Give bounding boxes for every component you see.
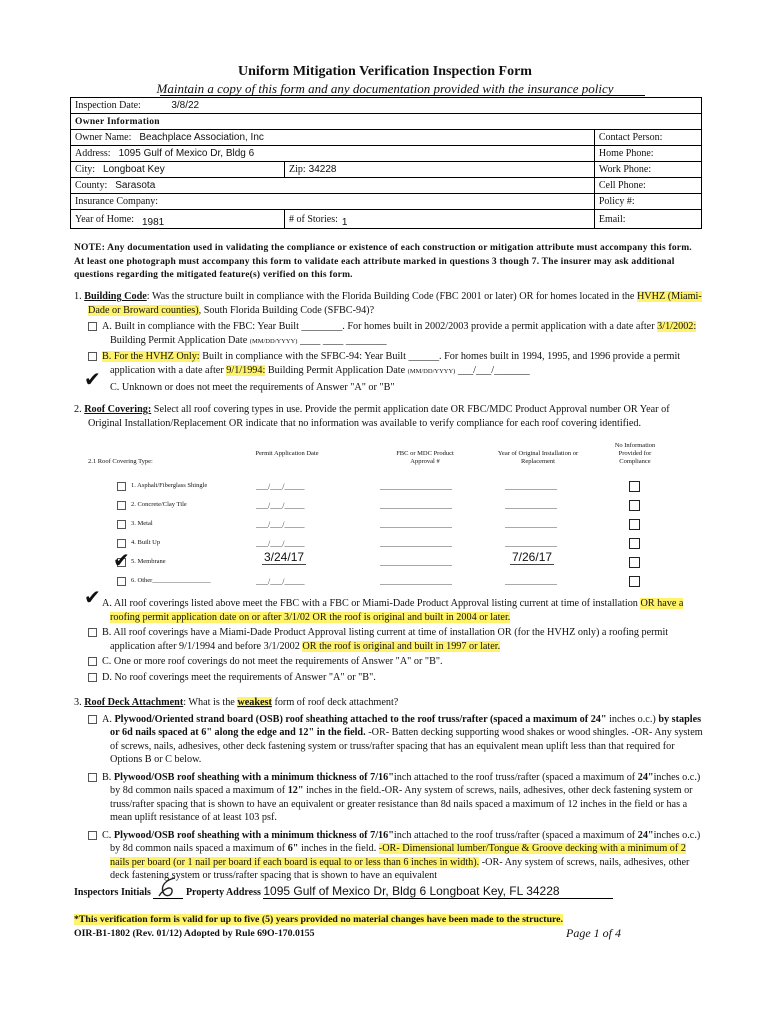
insurance-company-label: Insurance Company: [75, 196, 159, 207]
q1-option-a[interactable] [74, 320, 706, 348]
inspection-date-label: Inspection Date: [75, 100, 141, 111]
property-address-label: Property Address [185, 887, 261, 898]
q3-option-b-prefix: B. [102, 771, 114, 783]
fbc-approval-field[interactable]: __________________ [380, 539, 452, 548]
year-install-field[interactable]: _____________ [505, 577, 557, 586]
q3-option-c-prefix: C. [102, 829, 114, 841]
address-value: 1095 Gulf of Mexico Dr, Bldg 6 [118, 148, 255, 159]
stories-label: # of Stories: [289, 213, 338, 225]
q2-roof-covering [74, 403, 706, 430]
signature-line [74, 884, 714, 899]
zip-cell[interactable] [285, 162, 595, 178]
q3-option-c-bold-3: 6" [287, 843, 299, 854]
q1-option-b[interactable] [74, 350, 706, 378]
q2-option-d[interactable] [74, 671, 706, 685]
no-info-checkbox[interactable] [629, 557, 640, 568]
q3-text-a: : What is the [183, 697, 238, 708]
q3-option-c-highlight: -OR- Dimensional lumber/Tongue & Groove decking with a minimum of 2 nails per board (or 1 nail per board if each board is equal to or less than 6 inches in width). [110, 843, 686, 868]
roof-type-checkbox[interactable] [117, 520, 126, 529]
inspection-date-cell[interactable] [71, 98, 702, 114]
q1-option-b-date: 9/1/1994: [226, 364, 266, 376]
fbc-approval-field[interactable]: __________________ [380, 501, 452, 510]
q3-option-b[interactable] [74, 771, 706, 825]
city-cell[interactable] [71, 162, 285, 178]
q2-options [74, 585, 706, 684]
property-address-value: 1095 Gulf of Mexico Dr, Bldg 6 Longboat Key, FL 34228 [263, 884, 560, 898]
stories-cell[interactable] [285, 210, 595, 229]
inspector-initials-field[interactable] [153, 888, 183, 899]
roof-type-label: 6. Other__________________ [131, 577, 211, 584]
contact-person-label: Contact Person: [598, 132, 663, 143]
permit-date-field[interactable]: ___/___/_____ [256, 520, 305, 529]
year-of-home-label: Year of Home: [75, 213, 134, 225]
insurance-company-cell[interactable] [71, 194, 595, 210]
q3-option-c-bold: Plywood/OSB roof sheathing with a minimum thickness of 7/16" [113, 829, 394, 841]
no-info-checkbox[interactable] [629, 500, 640, 511]
q1-option-b-blanks: ___/___/_______ [455, 364, 530, 376]
q3-option-c-text-4: -OR- Any system of screws, nails, adhesives, other deck fastening system or truss/rafter spacing that is shown to have an equivalent [110, 856, 690, 881]
cell-phone-cell[interactable] [594, 178, 701, 194]
year-of-home-value: 1981 [141, 216, 165, 228]
q2-option-a-text: A. All roof coverings listed above meet the FBC with a FBC or Miami-Dade Product Approval listing current at time of installation [102, 598, 641, 609]
q3-option-b-checkbox[interactable] [88, 773, 97, 782]
county-label: County: [75, 180, 108, 191]
permit-date-field[interactable]: ___/___/_____ [256, 482, 305, 491]
check-mark-icon: ✔ [84, 585, 101, 609]
zip-value: 34228 [308, 164, 337, 175]
contact-person-cell[interactable] [594, 130, 701, 146]
home-phone-label: Home Phone: [598, 148, 654, 159]
q3-option-c-text: inch attached to the roof truss/rafter (spaced a maximum of [393, 829, 638, 841]
policy-cell[interactable] [594, 194, 701, 210]
page-number: Page 1 of 4 [566, 926, 621, 940]
year-install-field[interactable]: _____________ [505, 539, 557, 548]
q3-option-c[interactable] [74, 829, 706, 883]
work-phone-label: Work Phone: [598, 164, 652, 175]
q2-option-b-text: B. All roof coverings have a Miami-Dade Product Approval listing current at time of installation OR (for the HVHZ only) a roofing permit application after 9/1/1994 and before 3/1/2002 [102, 627, 669, 652]
form-title: Uniform Mitigation Verification Inspection Form [238, 64, 532, 79]
validity-note [74, 914, 563, 925]
inspector-initials-label: Inspectors Initials [74, 887, 151, 898]
col-no-info: No Information Provided for Compliance [614, 442, 656, 465]
q1-text-b: , South Florida Building Code (SFBC-94)? [198, 304, 375, 316]
q3-option-b-text: inch attached to the roof truss/rafter (spaced a maximum of [393, 771, 638, 783]
col-roof-type: 2.1 Roof Covering Type: [88, 458, 153, 465]
q1-option-b-text-2: Building Permit Application Date [265, 364, 408, 376]
policy-label: Policy #: [598, 196, 635, 207]
owner-name-label: Owner Name: [75, 132, 132, 143]
owner-name-cell[interactable] [71, 130, 595, 146]
permit-date-field[interactable]: ___/___/_____ [256, 501, 305, 510]
subtitle-underline [160, 95, 645, 96]
address-label: Address: [75, 148, 111, 159]
q1-option-a-text: A. Built in compliance with the FBC: Year Built ________. For homes built in 2002/2003 provide a permit application with a date after [102, 321, 658, 332]
documentation-note: NOTE: Any documentation used in validating the compliance or existence of each construction or mitigation attribute must accompany this form. At least one photograph must accompany this form to validate each attribute marked in questions 3 though 7. The insurer may ask additional questions regarding the mitigated feature(s) verified on this form. [74, 243, 692, 280]
col-fbc-approval: FBC or MDC Product Approval # [396, 450, 454, 465]
q3-option-a-checkbox[interactable] [88, 715, 97, 724]
city-label: City: [75, 164, 96, 175]
q2-option-c-checkbox[interactable] [88, 657, 97, 666]
q1-building-code [74, 290, 706, 395]
validity-text: *This verification form is valid for up to five (5) years provided no material changes have been made to the structure. [74, 914, 563, 925]
q3-option-b-text-2: inches o.c.) by 8d common nails spaced a maximum of [110, 771, 701, 796]
no-info-checkbox[interactable] [629, 538, 640, 549]
stories-value: 1 [341, 216, 348, 228]
q3-option-a-prefix: A. [102, 713, 115, 725]
q1-number: 1. [74, 291, 82, 302]
roof-type-checkbox[interactable] [117, 482, 126, 491]
q3-option-c-text-3: inches in the field. [298, 843, 379, 854]
fbc-approval-field[interactable]: __________________ [380, 482, 452, 491]
q2-option-c[interactable] [74, 655, 706, 669]
q2-number: 2. [74, 404, 82, 415]
work-phone-cell[interactable] [594, 162, 701, 178]
check-mark-icon: ✔ [113, 548, 130, 572]
roof-type-label: 2. Concrete/Clay Tile [131, 501, 187, 508]
roof-type-checkbox[interactable] [117, 577, 126, 586]
county-value: Sarasota [115, 180, 156, 191]
q3-option-b-bold: Plywood/OSB roof sheathing with a minimum thickness of 7/16" [113, 771, 394, 783]
permit-date-field[interactable]: ___/___/_____ [256, 577, 305, 586]
initials-signature-icon [155, 876, 183, 900]
q3-heading: Roof Deck Attachment [84, 697, 184, 708]
q1-option-b-highlight: B. For the HVHZ Only: [102, 351, 200, 362]
q3-option-b-bold-3: 12" [287, 785, 304, 796]
q1-hvhz-highlight: HVHZ (Miami-Dade or Broward counties) [88, 291, 702, 316]
permit-date-field[interactable]: 3/24/17 [264, 550, 305, 564]
roof-type-checkbox[interactable] [117, 539, 126, 548]
roof-type-label: 5. Membrane [131, 558, 166, 565]
roof-type-label: 3. Metal [131, 520, 153, 527]
property-address-field[interactable] [263, 884, 613, 899]
owner-info-table [70, 97, 702, 229]
q3-roof-deck [74, 696, 706, 883]
q3-option-c-text-2: inches o.c.) by 8d common nails spaced a maximum of [110, 829, 701, 854]
q1-option-a-checkbox[interactable] [88, 322, 97, 331]
col-year-install: Year of Original Installation or Replacement [497, 450, 579, 465]
q2-option-b-checkbox[interactable] [88, 628, 97, 637]
q2-option-d-checkbox[interactable] [88, 673, 97, 682]
roof-type-label: 1. Asphalt/Fiberglass Shingle [131, 482, 208, 489]
city-value: Longboat Key [103, 164, 165, 175]
q3-number: 3. [74, 697, 82, 708]
address-cell[interactable] [71, 146, 595, 162]
form-subtitle: Maintain a copy of this form and any documentation provided with the insurance policy [156, 81, 614, 96]
q3-option-b-bold-2: 24" [637, 771, 654, 783]
year-of-home-cell[interactable] [71, 210, 285, 229]
fbc-approval-field[interactable]: __________________ [380, 520, 452, 529]
owner-name-value: Beachplace Association, Inc [139, 132, 264, 143]
q3-option-a-bold: Plywood/Oriented strand board (OSB) roof sheathing attached to the roof truss/rafter (spaced a maximum of 24" [114, 713, 607, 725]
year-install-field[interactable]: _____________ [505, 501, 557, 510]
q1-option-a-format: (MM/DD/YYYY) [249, 337, 298, 345]
q1-option-a-date: 3/1/2002: [657, 321, 697, 332]
q3-option-a-text: inches o.c.) [606, 713, 659, 725]
fbc-approval-field[interactable]: __________________ [380, 577, 452, 586]
q2-option-c-text: C. One or more roof coverings do not meet the requirements of Answer "A" or "B". [102, 656, 443, 667]
roof-type-checkbox[interactable] [117, 501, 126, 510]
q2-option-b-highlight: OR the roof is original and built in 1997 or later. [302, 640, 501, 652]
no-info-checkbox[interactable] [629, 481, 640, 492]
year-install-field[interactable]: _____________ [505, 520, 557, 529]
q3-weakest: weakest [237, 697, 272, 708]
q3-option-a-bold-2: by staples or 6d nails spaced at 6" along the edge and 12" in the field. [110, 713, 702, 738]
q2-heading: Roof Covering: [84, 404, 152, 415]
roof-type-label: 4. Built Up [131, 539, 161, 546]
q1-option-b-format: (MM/DD/YYYY) [407, 367, 456, 375]
email-cell[interactable] [594, 210, 701, 229]
check-mark-icon: ✔ [84, 367, 101, 391]
year-install-field[interactable]: 7/26/17 [512, 550, 553, 564]
q2-option-a-highlight: OR have a roofing permit application date on or after 3/1/02 OR the roof is original and built in 2004 or later. [110, 598, 684, 623]
fbc-approval-field[interactable]: __________________ [380, 558, 452, 567]
q2-text: Select all roof covering types in use. Provide the permit application date OR FBC/MDC Product Approval number OR Year of Original Installation/Replacement OR indicate that no information was available to verify compliance for each roof covering identified. [88, 404, 670, 429]
q2-option-b[interactable] [74, 626, 706, 653]
no-info-checkbox[interactable] [629, 519, 640, 530]
year-install-field[interactable]: _____________ [505, 482, 557, 491]
q1-option-b-checkbox[interactable] [88, 352, 97, 361]
email-label: Email: [598, 213, 626, 225]
q1-option-a-blanks: ____ ____ ________ [297, 334, 387, 346]
col-permit-date: Permit Application Date [255, 450, 319, 457]
owner-info-heading: Owner Information [71, 114, 702, 130]
q3-option-a[interactable] [74, 713, 706, 767]
q3-option-c-bold-2: 24" [637, 829, 654, 841]
q2-option-a[interactable] [74, 585, 706, 624]
q1-option-c-text: C. Unknown or does not meet the requirements of Answer "A" or "B" [110, 382, 395, 393]
inspection-date-value: 3/8/22 [171, 100, 200, 111]
q2-option-d-text: D. No roof coverings meet the requirements of Answer "A" or "B". [102, 671, 376, 683]
form-id: OIR-B1-1802 (Rev. 01/12) Adopted by Rule 69O-170.0155 [74, 928, 315, 939]
home-phone-cell[interactable] [594, 146, 701, 162]
cell-phone-label: Cell Phone: [598, 180, 646, 191]
q3-text-b: form of roof deck attachment? [271, 697, 399, 708]
q1-option-b-text: Built in compliance with the SFBC-94: Year Built ______. For homes built in 1994, 1995, and 1996 provide a permit application with a date after [110, 351, 681, 376]
q1-option-a-text-2: Building Permit Application Date [110, 334, 250, 346]
q3-option-a-text-2: -OR- Batten decking supporting wood shakes or wood shingles. -OR- Any system of screws, nails, adhesives, other deck fastening system or truss/rafter spacing that has an equivalent mean uplift less than that required for Options B or C below. [110, 727, 703, 765]
q3-option-b-text-3: inches in the field.-OR- Any system of screws, nails, adhesives, other deck fastening system or truss/rafter spacing that is shown to have an equivalent or greater resistance than 8d nails spaced a maximum of 12 inches in the field or has a mean uplift resistance of at least 103 psf. [110, 785, 693, 823]
q1-heading: Building Code [84, 291, 147, 302]
county-cell[interactable] [71, 178, 595, 194]
permit-date-field[interactable]: ___/___/_____ [256, 539, 305, 548]
q3-option-c-checkbox[interactable] [88, 831, 97, 840]
q1-text-a: : Was the structure built in compliance with the Florida Building Code (FBC 2001 or later) OR for homes located in the [146, 291, 637, 302]
no-info-checkbox[interactable] [629, 576, 640, 587]
zip-label: Zip: [289, 164, 306, 175]
